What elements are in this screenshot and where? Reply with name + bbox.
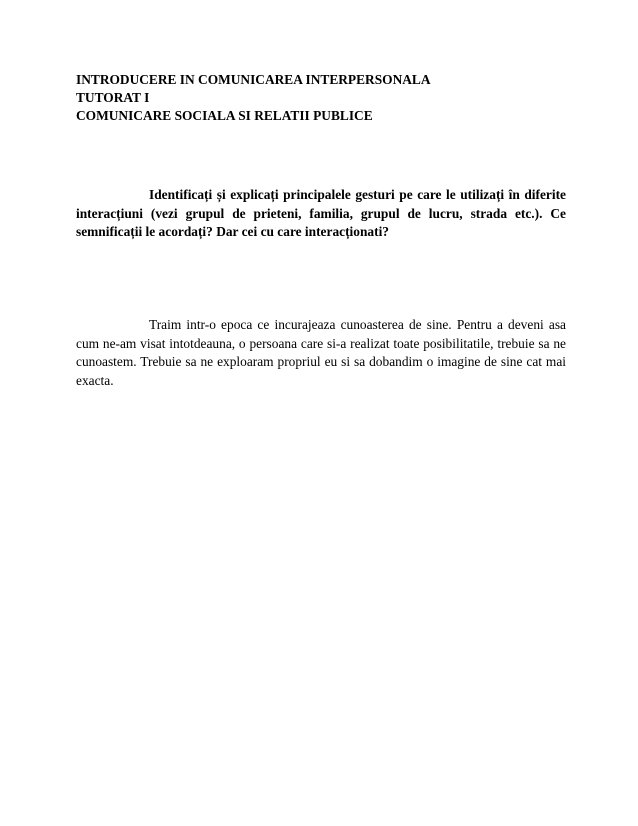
- program-title: COMUNICARE SOCIALA SI RELATII PUBLICE: [76, 108, 373, 123]
- assignment-question: Identificați și explicați principalele gesturi pe care le utilizați în diferite interacțiuni (vezi grupul de prieteni, familia, grupul de lucru, strada etc.). Ce semnificații le acordați? Dar cei cu care interacționati?: [76, 187, 566, 239]
- tutorial-label: TUTORAT I: [76, 90, 150, 105]
- answer-paragraph: Traim intr-o epoca ce incurajeaza cunoasterea de sine. Pentru a deveni asa cum ne-am visat intotdeauna, o persoana care si-a realizat toate posibilitatile, trebuie sa ne cunoastem. Trebuie sa ne exploaram propriul eu si sa dobandim o imagine de sine cat mai exacta.: [76, 317, 566, 388]
- course-title: INTRODUCERE IN COMUNICAREA INTERPERSONALA: [76, 72, 431, 87]
- document-header: [76, 71, 576, 125]
